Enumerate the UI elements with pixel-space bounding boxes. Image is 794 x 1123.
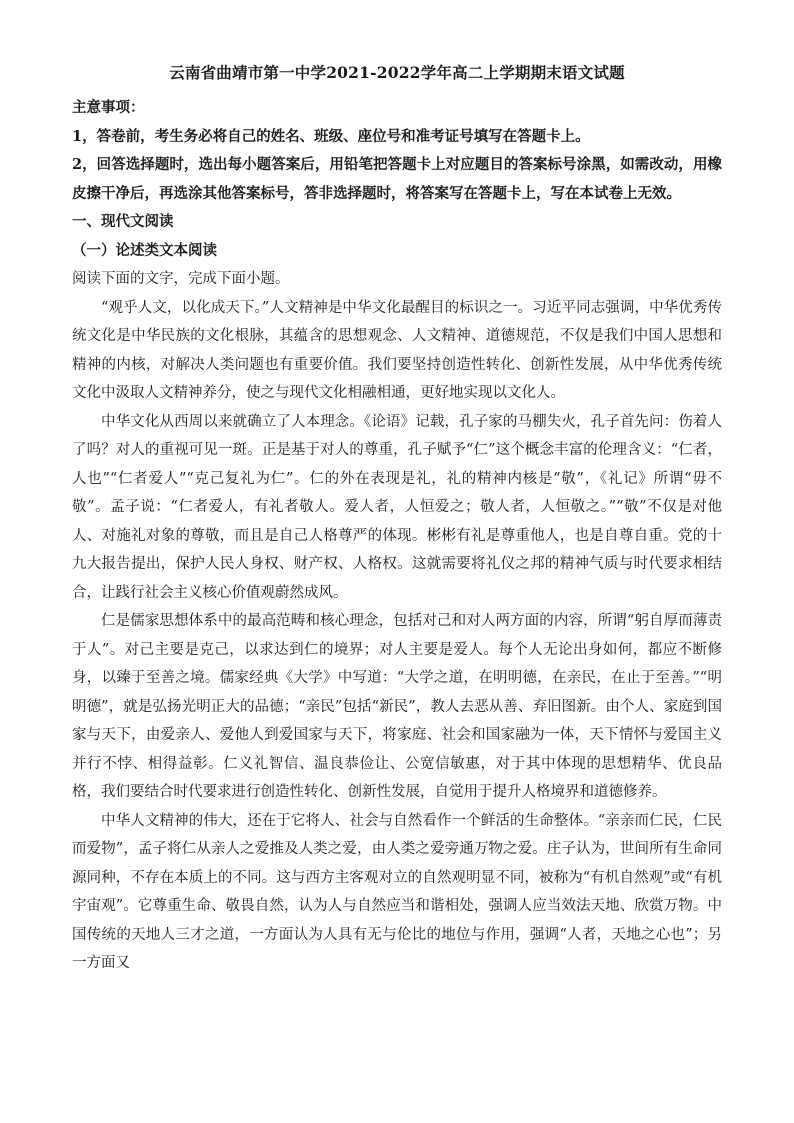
body-paragraph-2: 中华文化从西周以来就确立了人本理念。《论语》记载，孔子家的马棚失火，孔子首先问：伤着人了吗？对人的重视可见一斑。正是基于对人的尊重，孔子赋予“仁”这个概念丰富的伦理含义：“仁者，人也”“仁者爱人”“克己复礼为仁”。仁的外在表现是礼，礼的精神内核是“敬”，《礼记》所谓“毋不敬”。孟子说：“仁者爱人，有礼者敬人。爱人者，人恒爱之；敬人者，人恒敬之。”“敬”不仅是对他人、对施礼对象的尊敬，而且是自己人格尊严的体现。彬彬有礼是尊重他人，也是自尊自重。党的十九大报告提出，保护人民人身权、财产权、人格权。这就需要将礼仪之邦的精神气质与时代要求相结合，让践行社会主义核心价值观蔚然成风。 xyxy=(72,413,722,601)
section-heading: 一、现代文阅读 xyxy=(72,213,174,230)
body-paragraph-3: 仁是儒家思想体系中的最高范畴和核心理念，包括对己和对人两方面的内容，所谓“躬自厚而薄责于人”。对己主要是克己，以求达到仁的境界；对人主要是爱人。每个人无论出身如何，都应不断修身，以臻于至善之境。儒家经典《大学》中写道：“大学之道，在明明德，在亲民，在止于至善。”“明明德”，就是弘扬光明正大的品德；“亲民”包括“新民”，教人去恶从善、弃旧图新。由个人、家庭到国家与天下，由爱亲人、爱他人到爱国家与天下，将家庭、社会和国家融为一体，天下情怀与爱国主义并行不悖、相得益彰。仁义礼智信、温良恭俭让、公宽信敏惠，对于其中体现的思想精华、优良品格，我们要结合时代要求进行创造性转化、创新性发展，自觉用于提升人格境界和道德修养。 xyxy=(72,613,722,800)
subsection-heading: （一）论述类文本阅读 xyxy=(72,241,217,259)
body-paragraph-4: 中华人文精神的伟大，还在于它将人、社会与自然看作一个鲜活的生命整体。“亲亲而仁民，仁民而爱物”，孟子将仁从亲人之爱推及人类之爱，由人类之爱旁通万物之爱。庄子认为，世间所有生命同源同种，不存在本质上的不同。这与西方主客观对立的自然观明显不同，被称为“有机自然观”或“有机宇宙观”。它尊重生命、敬畏自然，认为人与自然应当和谐相处，强调人应当效法天地、欣赏万物。中国传统的天地人三才之道，一方面认为人具有无与伦比的地位与作用，强调“人者，天地之心也”；另一方面又 xyxy=(72,812,722,971)
notice-item-2: 2，回答选择题时，选出每小题答案后，用铅笔把答题卡上对应题目的答案标号涂黑，如需改动，用橡皮擦干净后，再选涂其他答案标号，答非选择题时，将答案写在答题卡上，写在本试卷上无效。 xyxy=(72,156,722,202)
notice-item-1: 1，答卷前，考生务必将自己的姓名、班级、座位号和准考证号填写在答题卡上。 xyxy=(72,127,590,145)
reading-instruction: 阅读下面的文字，完成下面小题。 xyxy=(72,271,290,287)
body-paragraph-1: “观乎人文，以化成天下。”人文精神是中华文化最醒目的标识之一。习近平同志强调，中华优秀传统文化是中华民族的文化根脉，其蕴含的思想观念、人文精神、道德规范，不仅是我们中国人思想和精神的内核，对解决人类问题也有重要价值。我们要坚持创造性转化、创新性发展，从中华优秀传统文化中汲取人文精神养分，使之与现代文化相融相通，更好地实现以文化人。 xyxy=(72,299,722,401)
document-page xyxy=(72,62,722,978)
document-title: 云南省曲靖市第一中学2021-2022学年高二上学期期末语文试题 xyxy=(169,63,625,82)
notice-heading: 主意事项： xyxy=(72,99,145,116)
